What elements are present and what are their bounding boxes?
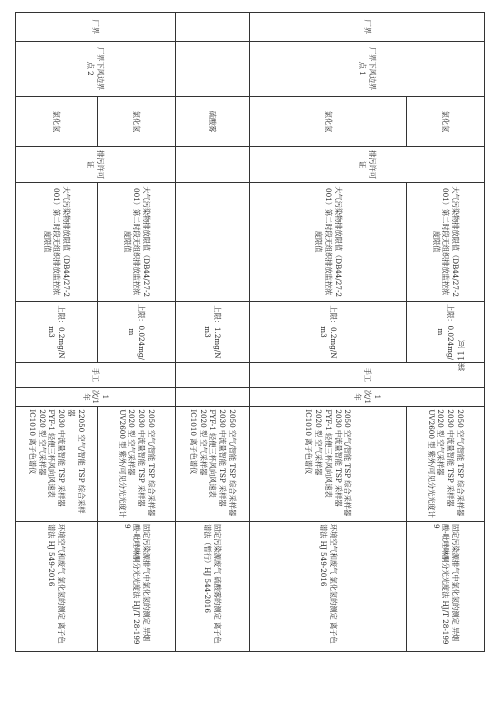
- mode-cell: 手工: [250, 363, 485, 387]
- instrument-line: 2020 型 空气采样器: [198, 409, 208, 476]
- limit-cell: 上限：1.2mg/Nm3: [176, 301, 250, 363]
- limit-cell: 上限：0.024mg/m: [98, 301, 176, 363]
- frequency-cell: [176, 387, 250, 407]
- table-row: [407, 13, 485, 652]
- instrument-line: 2030 中流量智能 TSP 采样器: [446, 409, 456, 507]
- instrument-line: FYF-1 轻便三杯风向风速表: [47, 409, 57, 498]
- instrument-line: 2020 型 空气采样器: [37, 409, 47, 476]
- factor-cell: 硫酸雾: [176, 96, 250, 147]
- instrument-line: FYF-1 轻便三杯风向风速表: [323, 409, 333, 498]
- mode-cell: [176, 363, 250, 387]
- standard-cell: 大气污染物排放限值（DB44/27-2001）第二时段无组织排放监控浓度限值: [250, 182, 407, 301]
- instrument-line: 2020 型 空气采样器: [127, 409, 137, 476]
- permit-cell: 排污许可证: [16, 147, 176, 182]
- frequency-cell: 1 次/1 年: [250, 387, 485, 407]
- instrument-line: 22050 空气/智能 TSP 综合采样器: [66, 409, 86, 514]
- instrument-line: 2050 空气/智能 TSP 综合采样器: [146, 409, 156, 517]
- factor-cell: 氯化氢: [98, 96, 176, 147]
- factor-cell: 氯化氢: [16, 96, 98, 147]
- instrument-line: UV2600 型 紫外/可见分光光度计: [426, 409, 436, 518]
- instrument-line: IC1010 离子色谱仪: [188, 409, 198, 475]
- instrument-line: 2050 空气/智能 TSP 综合采样器: [343, 409, 353, 517]
- instrument-line: 2030 中流量智能 TSP 采样器: [57, 409, 67, 507]
- permit-cell: 排污许可证: [250, 147, 485, 182]
- method-cell: 环境空气和废气 氯化氢的测定 离子色谱法 HJ 549-2016: [16, 521, 98, 651]
- instrument-line: 2030 中流量智能 TSP 采样器: [137, 409, 147, 507]
- instruments-cell: [407, 407, 485, 522]
- point-cell: [176, 41, 250, 96]
- instrument-line: 2030 中流量智能 TSP 采样器: [218, 409, 228, 507]
- standard-cell: 大气污染物排放限值（DB44/27-2001）第二时段无组织排放监控浓度限值: [16, 182, 98, 301]
- instruments-cell: [250, 407, 407, 522]
- instrument-line: IC1010 离子色谱仪: [28, 409, 38, 475]
- point-cell: 厂界下风边界点 2: [16, 41, 176, 96]
- instruments-cell: [16, 407, 98, 522]
- factor-cell: 氯化氢: [407, 96, 485, 147]
- rotated-table-container: [15, 12, 485, 652]
- standard-cell: 大气污染物排放限值（DB44/27-2001）第二时段无组织排放监控浓度限值: [407, 182, 485, 301]
- method-cell: 固定污染源排气中氯化氢的测定 异烟酸-吡唑啉酮分光光度法 HJ/T 28-1999: [98, 521, 176, 651]
- instrument-line: FYF-1 轻便三杯风向风速表: [208, 409, 218, 498]
- limit-cell: 上限：0.2mg/Nm3: [250, 301, 407, 363]
- table-row: [98, 13, 176, 652]
- page-number: 第 11 页: [457, 340, 466, 372]
- instrument-line: 2050 空气/智能 TSP 综合采样器: [455, 409, 465, 517]
- mode-cell: 手工: [16, 363, 176, 387]
- frequency-cell: 1 次/1 年: [16, 387, 176, 407]
- method-cell: 固定污染源废气 硫酸雾的测定 离子色谱法（暂行）HJ 544-2016: [176, 521, 250, 651]
- area-cell: 厂界: [16, 13, 176, 42]
- area-cell: [176, 13, 250, 42]
- standard-cell: 大气污染物排放限值（DB44/27-2001）第二时段无组织排放监控浓度限值: [98, 182, 176, 301]
- instrument-line: UV2600 型 紫外/可见分光光度计: [117, 409, 127, 518]
- table-row: [16, 13, 98, 652]
- monitoring-table: [15, 12, 485, 652]
- method-cell: 固定污染源排气中氯化氢的测定 异烟酸-吡唑啉酮分光光度法 HJ/T 28-1999: [407, 521, 485, 651]
- table-row: [333, 13, 407, 652]
- table-row: [176, 13, 250, 652]
- area-cell: 厂界: [250, 13, 485, 42]
- factor-cell: 氯化氢: [250, 96, 407, 147]
- instrument-line: 2030 中流量智能 TSP 采样器: [333, 409, 343, 507]
- instrument-line: IC1010 离子色谱仪: [304, 409, 314, 475]
- point-cell: 厂界下风边界点 1: [250, 41, 485, 96]
- limit-cell: 上限：0.2mg/Nm3: [16, 301, 98, 363]
- instrument-line: 2020 型 空气采样器: [314, 409, 324, 476]
- standard-cell: [176, 182, 250, 301]
- instruments-cell: [98, 407, 176, 522]
- instrument-line: 2050 空气/智能 TSP 综合采样器: [227, 409, 237, 517]
- instruments-cell: [176, 407, 250, 522]
- limit-cell: 上限：0.024mg/m: [407, 301, 485, 363]
- permit-cell: [176, 147, 250, 182]
- instrument-line: 2020 型 空气采样器: [436, 409, 446, 476]
- method-cell: 环境空气和废气 氯化氢的测定 离子色谱法 HJ 549-2016: [250, 521, 407, 651]
